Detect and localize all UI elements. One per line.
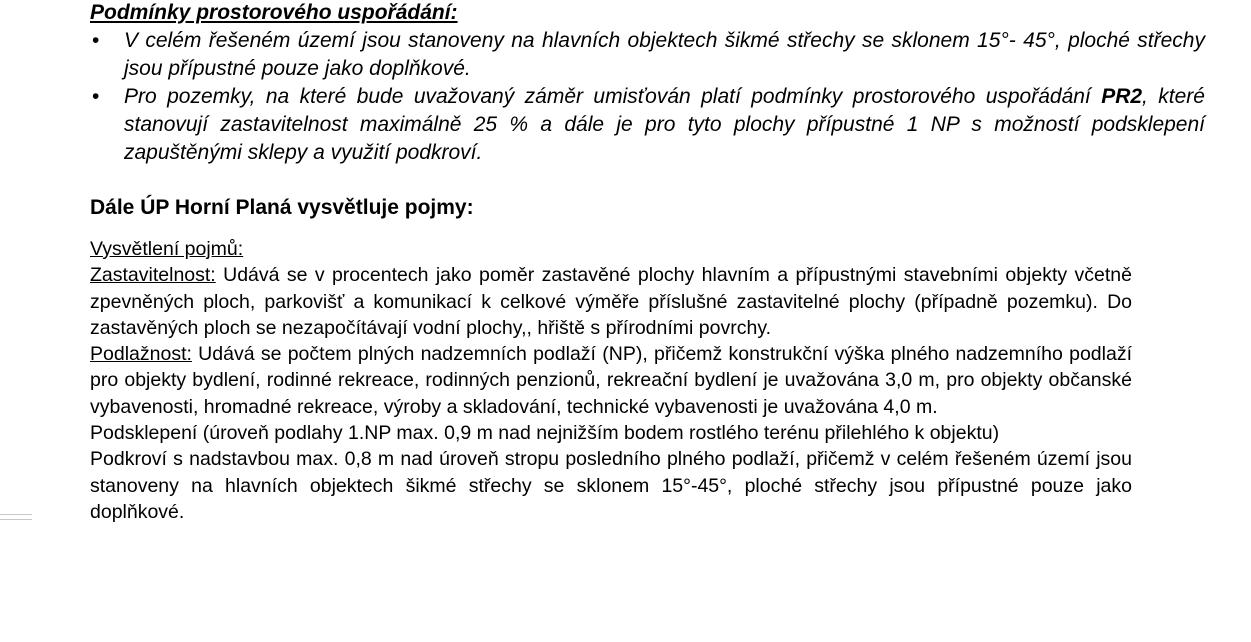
definition-term: Zastavitelnost:: [90, 264, 216, 287]
section-title-terms: Dále ÚP Horní Planá vysvětluje pojmy:: [90, 196, 474, 219]
list-item-bold-code: PR2: [1101, 85, 1143, 108]
conditions-list: [90, 27, 1205, 167]
paragraph-podkrovi: Podkroví s nadstavbou max. 0,8 m nad úroveň stropu posledního plného podlaží, přičemž v celém řešeném území jsou stanoveny na hlavních objektech šikmé střechy se sklonem 15°-45°, ploché střechy jsou přípustné pouze jako doplňkové.: [90, 448, 1132, 523]
section-title-spatial-conditions: Podmínky prostorového uspořádání:: [90, 1, 458, 24]
definition-text: Udává se v procentech jako poměr zastavěné plochy hlavním a přípustnými stavebními objekty včetně zpevněných ploch, parkovišť a komunikací k celkové výměře příslušné zastavitelné plochy (případně pozemku). Do zastavěných ploch se nezapočítávají vodní plochy,, hřiště s přírodními povrchy.: [90, 264, 1132, 339]
list-item-text-prefix: Pro pozemky, na které bude uvažovaný záměr umisťován platí podmínky prostorového uspořádání: [124, 85, 1102, 108]
page-edge-marker: [0, 514, 32, 520]
list-item: [90, 27, 1205, 83]
definition-zastavitelnost: [90, 262, 1132, 341]
paragraph-podsklepeni: Podsklepení (úroveň podlahy 1.NP max. 0,9 m nad nejnižším bodem rostlého terénu přilehlého k objektu): [90, 422, 1000, 445]
definitions-subtitle: Vysvětlení pojmů:: [90, 238, 244, 260]
list-item-text: V celém řešeném území jsou stanoveny na hlavních objektech šikmé střechy se sklonem 15°- 45°, ploché střechy jsou přípustné pouze jako doplňkové.: [124, 29, 1205, 80]
list-item: [90, 83, 1205, 167]
bullet-icon: •: [92, 85, 100, 108]
definition-term: Podlažnost:: [90, 343, 192, 366]
list-item-text-suffix: , které stanovují zastavitelnost maximálně 25 % a dále je pro tyto plochy přípustné 1 NP s možností podsklepení zapuštěnými sklepy a využití podkroví.: [124, 85, 1205, 164]
bullet-icon: •: [92, 29, 100, 52]
definition-text: Udává se počtem plných nadzemních podlaží (NP), přičemž konstrukční výška plného nadzemního podlaží pro objekty bydlení, rodinné rekreace, rodinných penzionů, rekreační bydlení je uvažována 3,0 m, pro objekty občanské vybavenosti, hromadné rekreace, výroby a skladování, technické vybavenosti je uvažována 4,0 m.: [90, 343, 1132, 418]
definitions-block: [90, 236, 1132, 525]
definition-podlaznost: [90, 341, 1132, 420]
